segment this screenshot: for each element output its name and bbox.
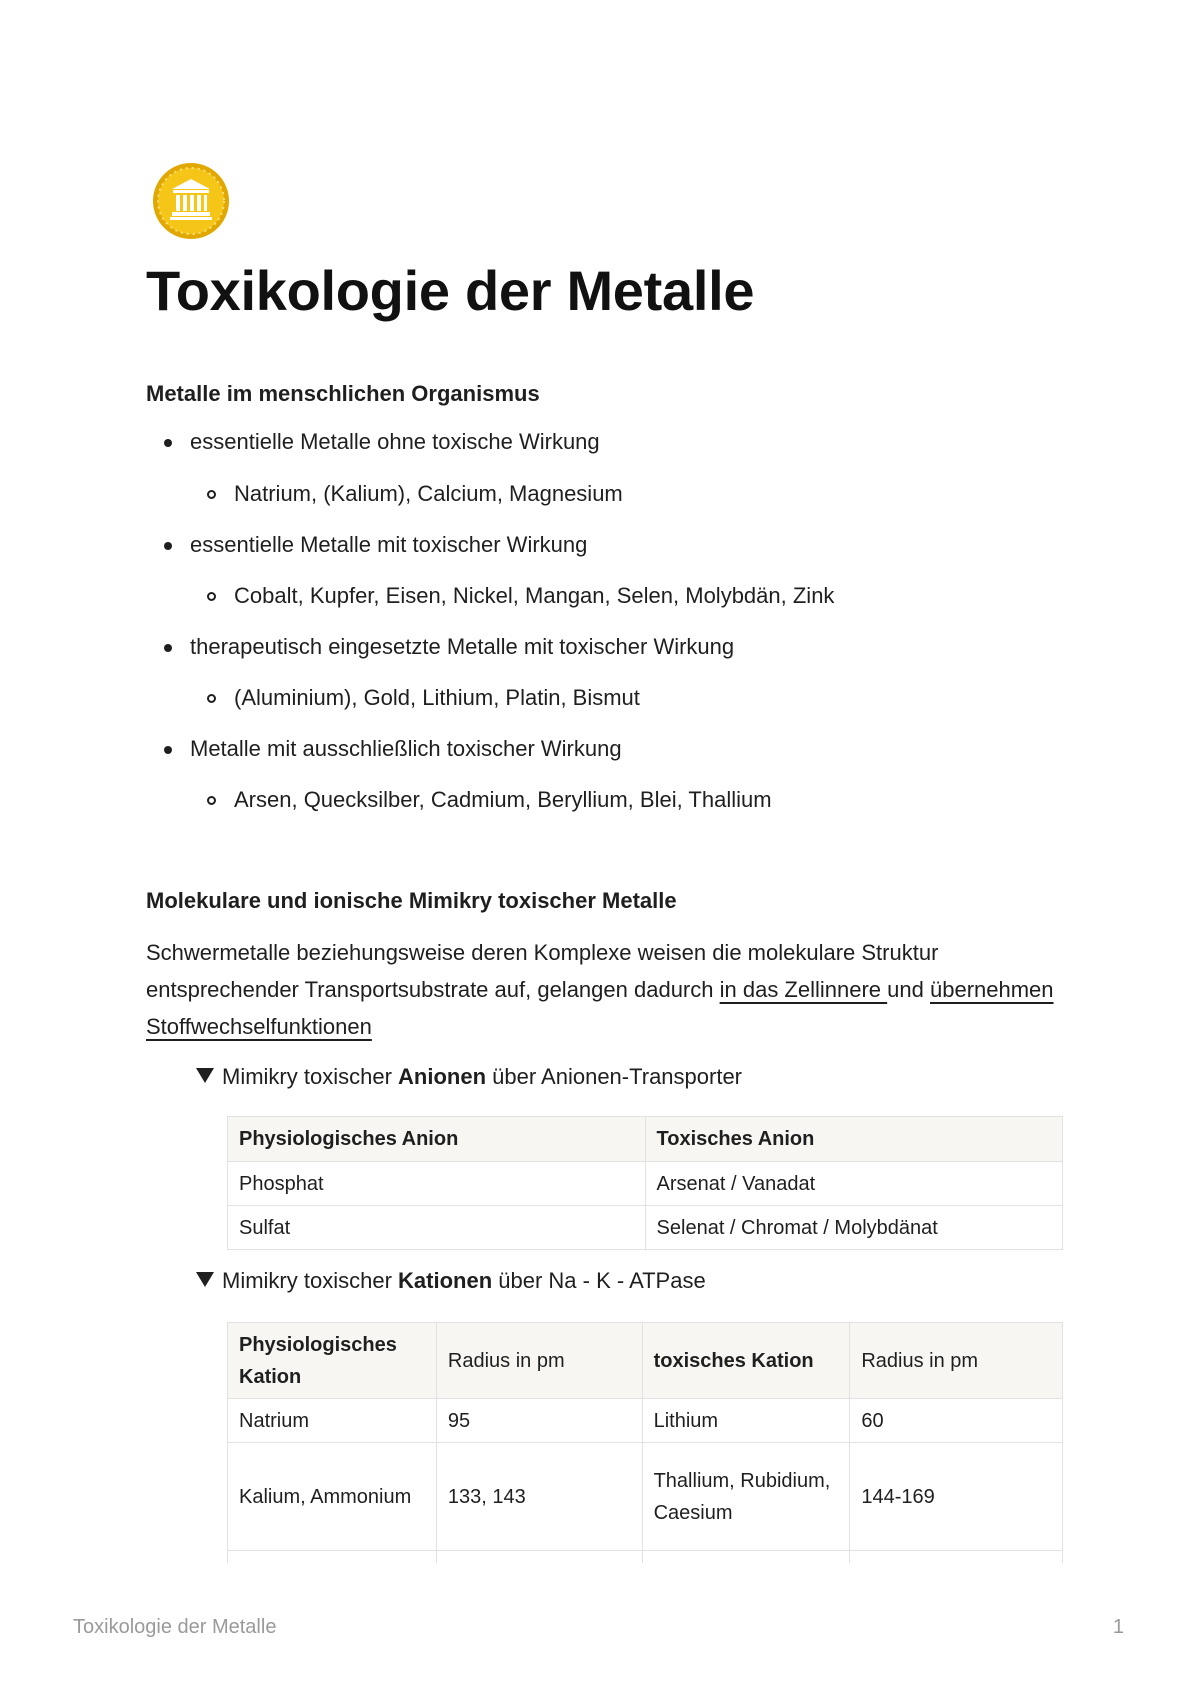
table-row [228,1162,1063,1206]
toggle-text: Mimikry toxischer [222,1064,399,1089]
bank-coin-icon [152,162,230,240]
bullet-disc-icon [164,439,172,447]
bullet-disc-icon [164,542,172,550]
mimikry-paragraph [146,934,1066,1045]
table-row [228,1206,1063,1250]
table-cell [436,1551,642,1563]
section-heading-organismus: Metalle im menschlichen Organismus [146,381,540,406]
toggle-text: über Na - K - ATPase [492,1268,706,1293]
table-row [228,1551,1063,1563]
table-header-cell: toxisches Kation [642,1323,850,1399]
toggle-text-bold: Anionen [398,1064,487,1089]
bullet-disc-icon [164,644,172,652]
bullet-circle-icon [207,592,216,601]
page-title: Toxikologie der Metalle [146,259,755,322]
bullet-disc-icon [164,746,172,754]
list-item-label: essentielle Metalle mit toxischer Wirkung [190,532,588,557]
kation-table [227,1322,1063,1563]
bullet-circle-icon [207,796,216,805]
table-cell: Sulfat [228,1206,646,1250]
list-subitem-label: Natrium, (Kalium), Calcium, Magnesium [234,481,623,506]
toggle-anionen[interactable] [196,1060,742,1094]
table-header-row [228,1323,1063,1399]
table-cell [642,1551,850,1563]
table-cell [228,1551,437,1563]
underlined-text: übernehmen Stoffwechselfunktionen [146,977,1054,1039]
list-item-label: essentielle Metalle ohne toxische Wirkung [190,429,600,454]
table-cell: 95 [436,1399,642,1443]
table-cell: Lithium [642,1399,850,1443]
footer-page-number: 1 [1112,1616,1124,1638]
table-cell: Arsenat / Vanadat [645,1162,1062,1206]
table-cell: Natrium [228,1399,437,1443]
table-cell: 144-169 [850,1443,1063,1551]
list-subitem-label: (Aluminium), Gold, Lithium, Platin, Bismut [234,685,640,710]
toggle-text: über Anionen-Transporter [486,1064,743,1089]
table-header-row [228,1117,1063,1162]
paragraph-text: und [887,977,930,1002]
table-cell: Phosphat [228,1162,646,1206]
table-header-cell: Radius in pm [436,1323,642,1399]
table-cell: 60 [850,1399,1063,1443]
toggle-text-bold: Kationen [398,1268,493,1293]
table-header-cell: Toxisches Anion [645,1117,1062,1162]
table-row [228,1443,1063,1551]
list-subitem-label: Cobalt, Kupfer, Eisen, Nickel, Mangan, Selen, Molybdän, Zink [234,583,835,608]
anion-table [227,1116,1063,1250]
list-subitem-label: Arsen, Quecksilber, Cadmium, Beryllium, Blei, Thallium [234,787,772,812]
paragraph-text: Schwermetalle beziehungsweise deren Komplexe weisen die molekulare Struktur entsprechender Transportsubstrate auf, gelangen dadurch [146,940,939,1002]
bullet-circle-icon [207,490,216,499]
table-cell [850,1551,1063,1563]
triangle-down-icon[interactable] [196,1272,214,1287]
footer-doc-title: Toxikologie der Metalle [73,1616,277,1638]
table-header-cell: Radius in pm [850,1323,1063,1399]
table-cell: Selenat / Chromat / Molybdänat [645,1206,1062,1250]
underlined-text: in das Zellinnere [719,977,888,1002]
table-row [228,1399,1063,1443]
table-header-cell: Physiologisches Anion [228,1117,646,1162]
list-item-label: Metalle mit ausschließlich toxischer Wirkung [190,736,622,761]
table-cell: Thallium, Rubidium, Caesium [642,1443,850,1551]
list-item-label: therapeutisch eingesetzte Metalle mit toxischer Wirkung [190,634,735,659]
bullet-circle-icon [207,694,216,703]
section-heading-mimikry: Molekulare und ionische Mimikry toxischer Metalle [146,888,677,913]
toggle-kationen[interactable] [196,1264,706,1298]
table-cell: Kalium, Ammonium [228,1443,437,1551]
table-cell: 133, 143 [436,1443,642,1551]
toggle-text: Mimikry toxischer [222,1268,399,1293]
table-header-cell: Physiologisches Kation [228,1323,437,1399]
triangle-down-icon[interactable] [196,1068,214,1083]
